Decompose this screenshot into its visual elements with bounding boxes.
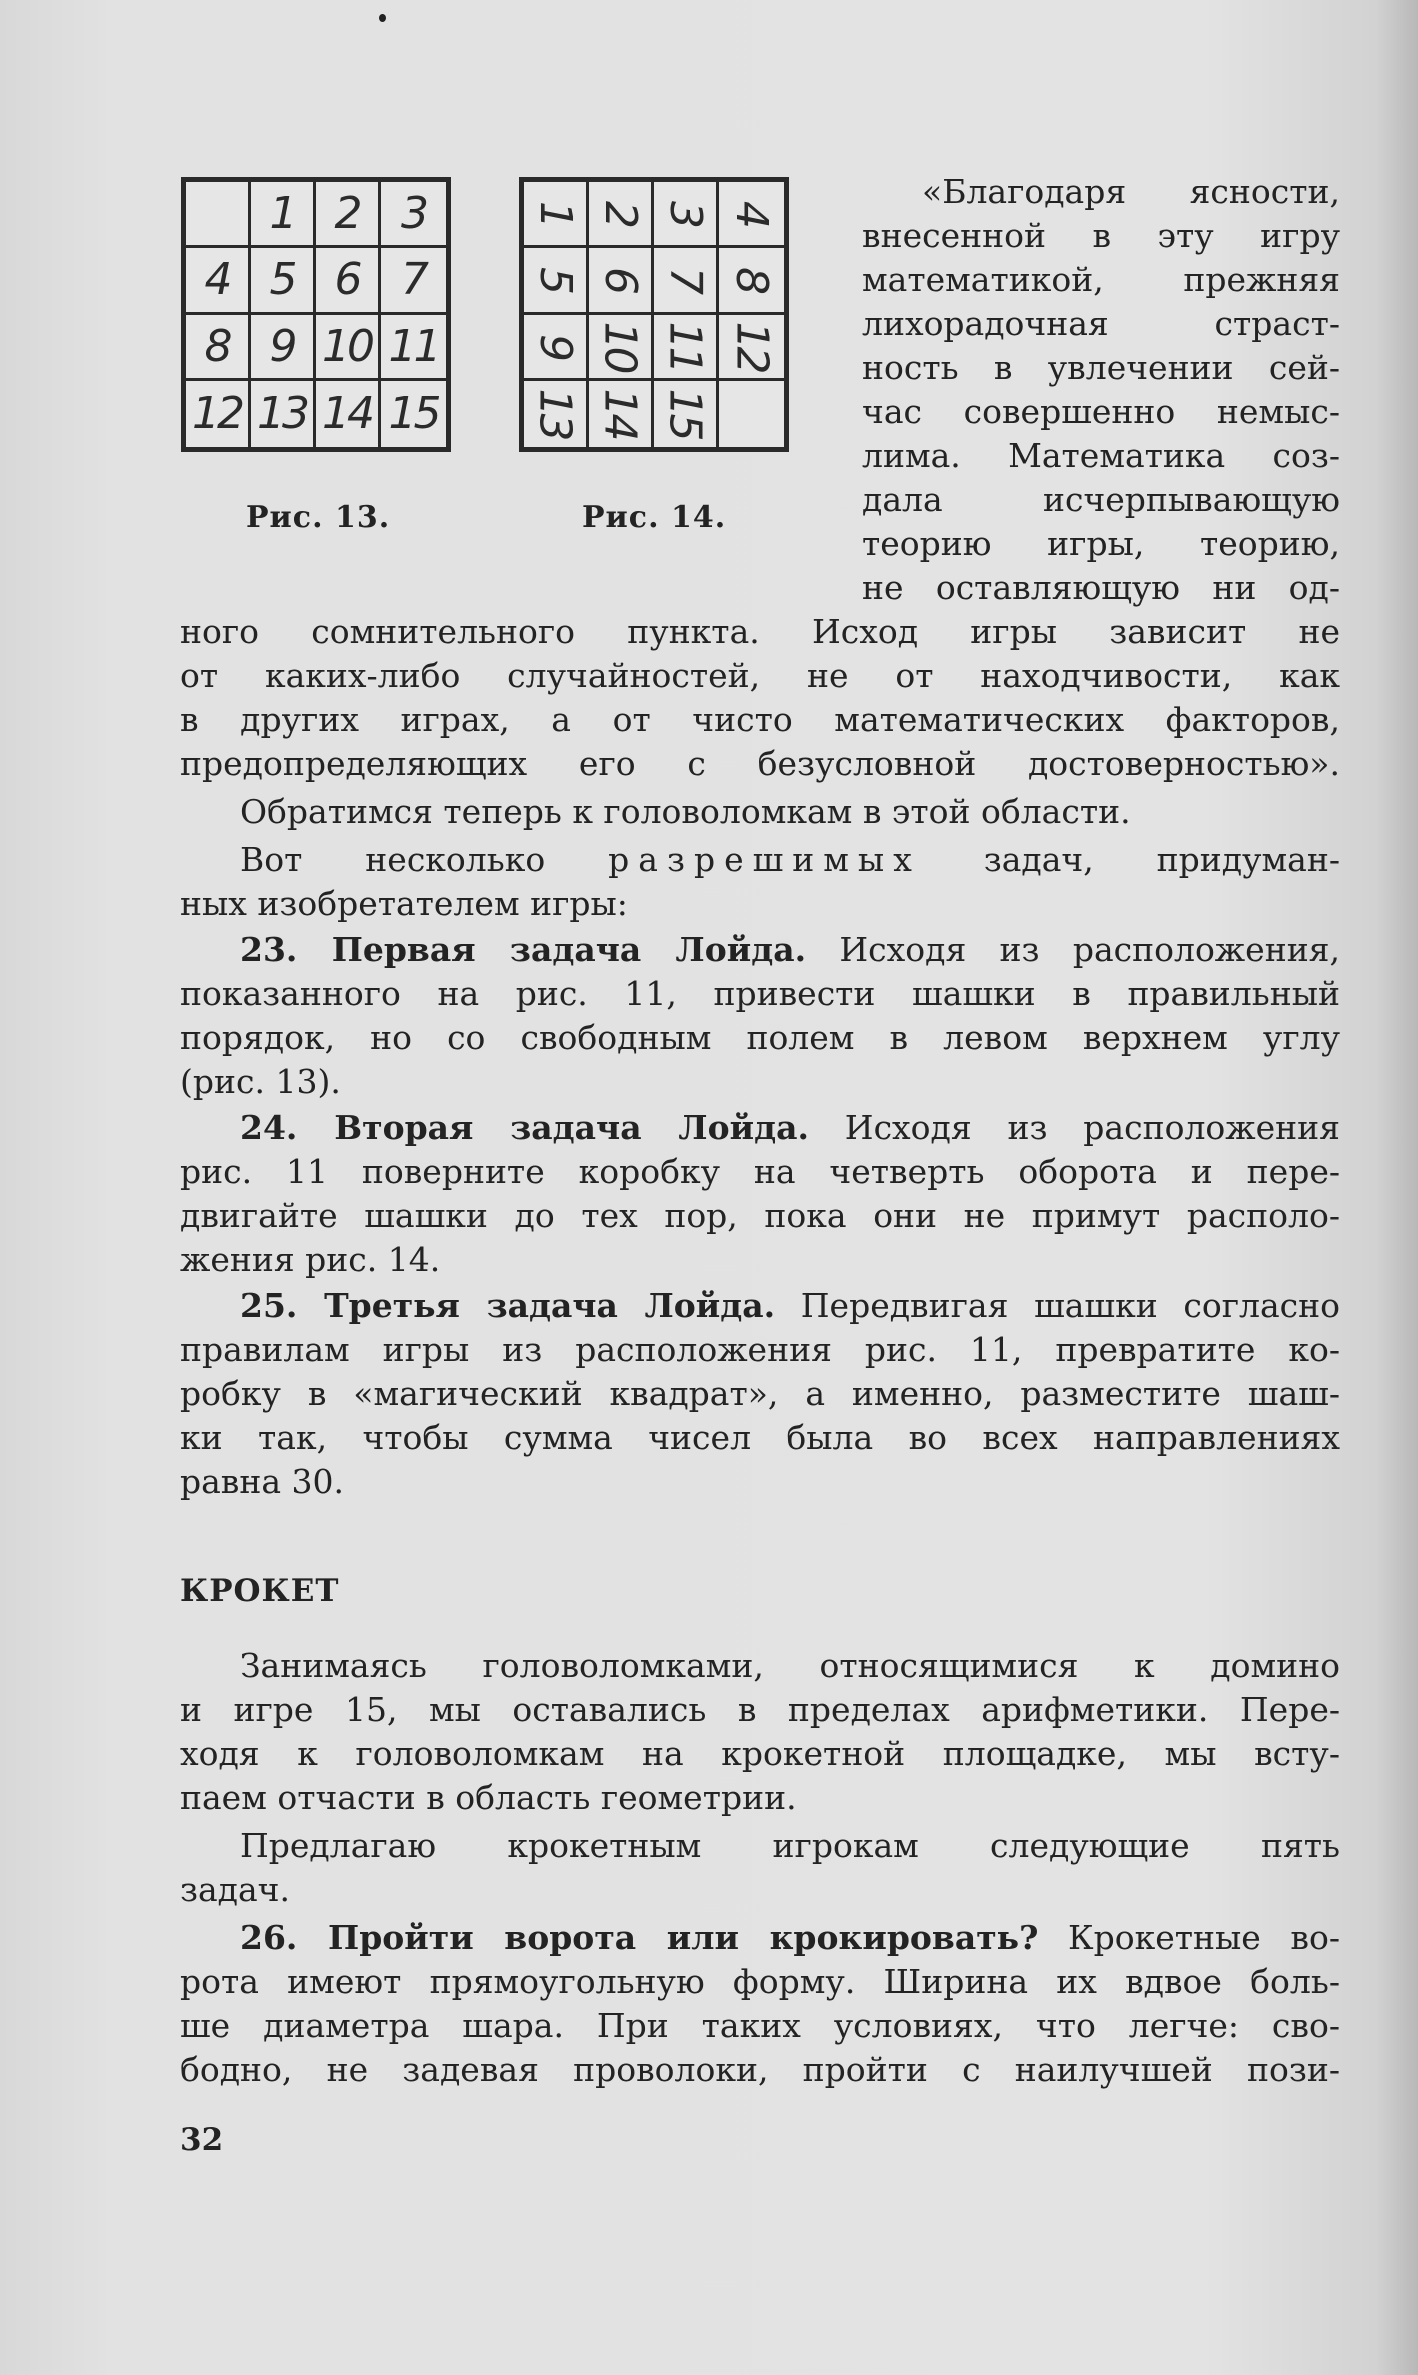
paragraph-line: жения рис. 14. xyxy=(180,1240,441,1279)
grid-cell: 7 xyxy=(654,248,719,314)
quote-line: час совершенно немыс- xyxy=(862,392,1340,431)
grid-cell: 8 xyxy=(186,315,251,381)
grid-cell xyxy=(719,381,784,447)
paragraph-line: Вот несколько разрешимых задач, придуман- xyxy=(240,840,1340,879)
paragraph-line: рис. 11 поверните коробку на четверть оборота и пере- xyxy=(180,1152,1340,1191)
paragraph-line: ше диаметра шара. При таких условиях, что легче: сво- xyxy=(180,2006,1340,2045)
grid-cell: 6 xyxy=(316,248,381,314)
paragraph-line: бодно, не задевая проволоки, пройти с наилучшей пози- xyxy=(180,2050,1340,2089)
paragraph-line: равна 30. xyxy=(180,1462,345,1501)
quote-line: дала исчерпывающую xyxy=(862,480,1340,519)
quote-line: лима. Математика соз- xyxy=(862,436,1340,475)
grid-cell: 14 xyxy=(316,381,381,447)
grid-cell: 12 xyxy=(186,381,251,447)
quote-line: теорию игры, теорию, xyxy=(862,524,1340,563)
grid-cell: 10 xyxy=(589,315,654,381)
problem-25-line: 25. Третья задача Лойда. Передвигая шашки согласно xyxy=(240,1286,1340,1325)
paragraph-line: показанного на рис. 11, привести шашки в правильный xyxy=(180,974,1340,1013)
paragraph-line: рота имеют прямоугольную форму. Ширина их вдвое боль- xyxy=(180,1962,1340,2001)
paragraph-line: задач. xyxy=(180,1870,290,1909)
grid-cell: 4 xyxy=(719,182,784,248)
grid-cell: 2 xyxy=(589,182,654,248)
grid-cell: 1 xyxy=(524,182,589,248)
page-number: 32 xyxy=(180,2122,224,2158)
grid-cell: 9 xyxy=(251,315,316,381)
figure-13-caption: Рис. 13. xyxy=(246,500,391,535)
grid-cell xyxy=(186,182,251,248)
grid-cell: 5 xyxy=(524,248,589,314)
paragraph-line: Обратимся теперь к головоломкам в этой области. xyxy=(240,792,1131,831)
ink-speck xyxy=(379,14,386,22)
paragraph-line: и игре 15, мы оставались в пределах арифметики. Пере- xyxy=(180,1690,1340,1729)
problem-26-line: 26. Пройти ворота или крокировать? Крокетные во- xyxy=(240,1918,1340,1957)
grid-cell: 11 xyxy=(654,315,719,381)
grid-cell: 15 xyxy=(388,388,439,440)
grid-cell: 13 xyxy=(524,381,589,447)
grid-cell: 14 xyxy=(589,381,654,447)
paragraph-line: (рис. 13). xyxy=(180,1062,341,1101)
emphasis-spaced: разрешимых xyxy=(608,840,921,879)
quote-line: «Благодаря ясности, xyxy=(922,172,1340,211)
grid-cell: 13 xyxy=(251,381,316,447)
grid-cell: 9 xyxy=(524,315,589,381)
problem-26-title: 26. Пройти ворота или крокировать? xyxy=(240,1918,1039,1957)
figure-14-caption: Рис. 14. xyxy=(582,500,727,535)
quote-line: внесенной в эту игру xyxy=(862,216,1340,255)
grid-cell: 15 xyxy=(654,381,719,447)
paragraph-line: Занимаясь головоломками, относящимися к домино xyxy=(240,1646,1340,1685)
grid-cell: 3 xyxy=(381,182,446,248)
quote-line: не оставляющую ни од- xyxy=(862,568,1340,607)
grid-cell: 2 xyxy=(316,182,381,248)
figure-13-grid xyxy=(181,177,451,452)
grid-cell: 12 xyxy=(719,315,784,381)
quote-line: от каких-либо случайностей, не от находчивости, как xyxy=(180,656,1340,695)
quote-line: ность в увлечении сей- xyxy=(862,348,1340,387)
problem-25-title: 25. Третья задача Лойда. xyxy=(240,1286,776,1325)
paragraph-line: ходя к головоломкам на крокетной площадке, мы всту- xyxy=(180,1734,1340,1773)
quote-line: в других играх, а от чисто математических факторов, xyxy=(180,700,1340,739)
grid-cell: 1 xyxy=(251,182,316,248)
paragraph-line: порядок, но со свободным полем в левом верхнем углу xyxy=(180,1018,1340,1057)
paragraph-line: ки так, чтобы сумма чисел была во всех направлениях xyxy=(180,1418,1340,1457)
paragraph-line: ных изобретателем игры: xyxy=(180,884,628,923)
problem-24-title: 24. Вторая задача Лойда. xyxy=(240,1108,809,1147)
paragraph-line: двигайте шашки до тех пор, пока они не примут располо- xyxy=(180,1196,1340,1235)
quote-line: предопределяющих его с безусловной достоверностью». xyxy=(180,744,1340,783)
problem-23-title: 23. Первая задача Лойда. xyxy=(240,930,807,969)
grid-cell: 6 xyxy=(589,248,654,314)
quote-line: математикой, прежняя xyxy=(862,260,1340,299)
quote-line: ного сомнительного пункта. Исход игры зависит не xyxy=(180,612,1340,651)
figure-14-grid xyxy=(519,177,789,452)
grid-cell: 7 xyxy=(381,248,446,314)
grid-cell: 10 xyxy=(316,315,381,381)
grid-cell: 3 xyxy=(654,182,719,248)
grid-cell: 8 xyxy=(719,248,784,314)
paragraph-line: Предлагаю крокетным игрокам следующие пять xyxy=(240,1826,1340,1865)
paragraph-line: правилам игры из расположения рис. 11, превратите ко- xyxy=(180,1330,1340,1369)
problem-24-line: 24. Вторая задача Лойда. Исходя из расположения xyxy=(240,1108,1340,1147)
grid-cell: 4 xyxy=(186,248,251,314)
grid-cell: 5 xyxy=(251,248,316,314)
section-heading: КРОКЕТ xyxy=(180,1573,340,1609)
paragraph-line: робку в «магический квадрат», а именно, разместите шаш- xyxy=(180,1374,1340,1413)
grid-cell: 11 xyxy=(381,315,446,381)
problem-23-line: 23. Первая задача Лойда. Исходя из расположения, xyxy=(240,930,1340,969)
quote-line: лихорадочная страст- xyxy=(862,304,1340,343)
paragraph-line: паем отчасти в область геометрии. xyxy=(180,1778,797,1817)
